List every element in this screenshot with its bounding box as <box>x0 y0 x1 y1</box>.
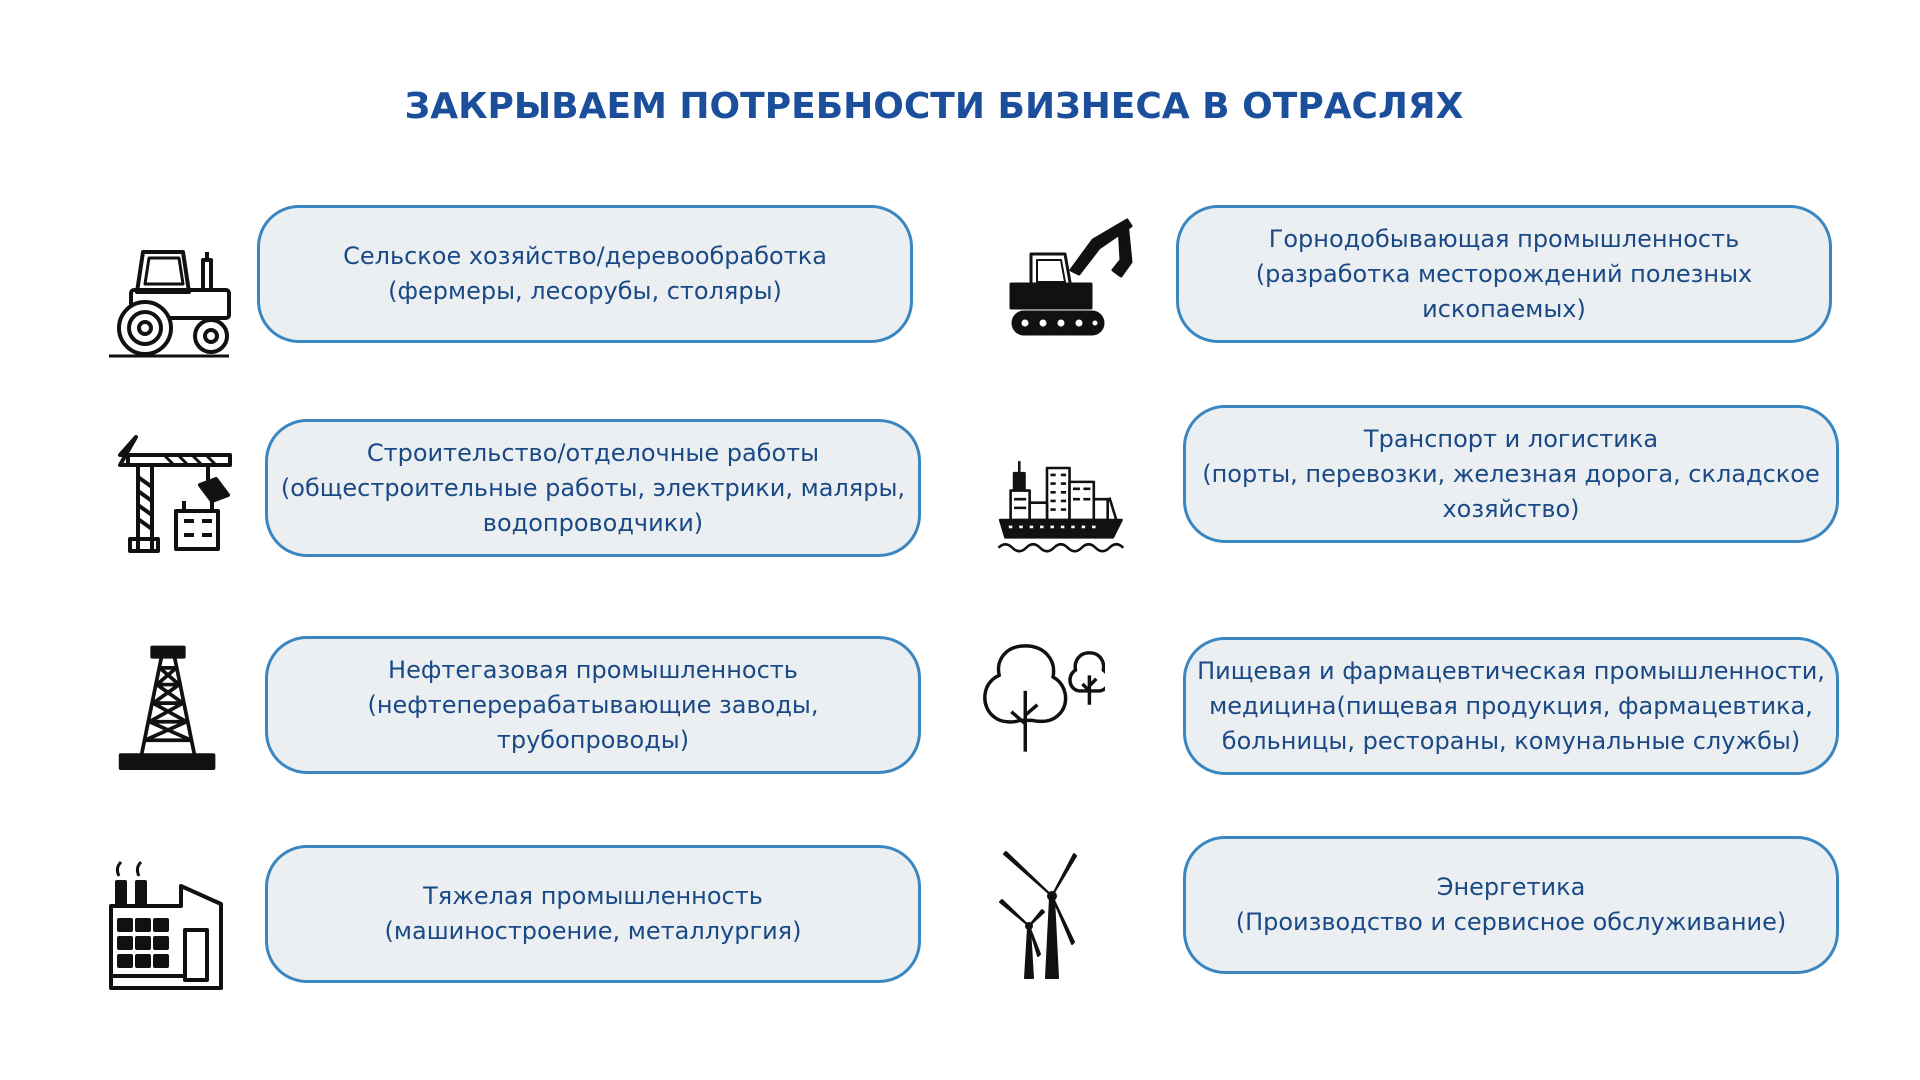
wind-turbine-icon <box>990 850 1120 980</box>
card-line: (порты, перевозки, железная дорога, складское <box>1202 459 1820 488</box>
card-line: трубопроводы) <box>496 725 690 754</box>
card-line: (Производство и сервисное обслуживание) <box>1235 908 1787 936</box>
industry-card-transport <box>1183 405 1839 543</box>
card-line: Нефтегазовая промышленность <box>388 655 798 684</box>
card-line: Строительство/отделочные работы <box>366 438 820 467</box>
trees-icon <box>975 632 1105 762</box>
factory-icon <box>103 860 233 990</box>
card-line: (общестроительные работы, электрики, маляры, <box>280 473 906 502</box>
industry-card-food-pharma <box>1183 637 1839 775</box>
card-line: Тяжелая промышленность <box>423 882 763 910</box>
card-line: (машиностроение, металлургия) <box>384 917 802 945</box>
industry-card-energy <box>1183 836 1839 974</box>
industry-card-construction <box>265 419 921 557</box>
card-line: ископаемых) <box>1422 294 1586 323</box>
oil-derrick-icon <box>103 640 233 770</box>
card-line: Горнодобывающая промышленность <box>1268 224 1740 253</box>
card-line: Сельское хозяйство/деревообработка <box>343 242 827 270</box>
card-line: Энергетика <box>1436 873 1586 901</box>
card-line: хозяйство) <box>1442 494 1580 523</box>
construction-crane-icon <box>108 425 238 555</box>
tractor-icon <box>103 232 233 362</box>
card-line: медицина(пищевая продукция, фармацевтика, <box>1209 691 1813 720</box>
industry-card-agriculture <box>257 205 913 343</box>
industry-card-mining <box>1176 205 1832 343</box>
card-line: Пищевая и фармацевтическая промышленности, <box>1197 656 1825 685</box>
card-line: (фермеры, лесорубы, столяры) <box>388 277 782 305</box>
card-line: (разработка месторождений полезных <box>1255 259 1753 288</box>
card-line: больницы, рестораны, комунальные службы) <box>1221 726 1801 755</box>
cargo-ship-icon <box>995 442 1125 572</box>
card-line: (нефтеперерабатывающие заводы, <box>367 690 819 719</box>
industry-card-heavy-industry <box>265 845 921 983</box>
page-title: ЗАКРЫВАЕМ ПОТРЕБНОСТИ БИЗНЕСА В ОТРАСЛЯХ <box>404 86 1464 127</box>
card-line: Транспорт и логистика <box>1363 424 1659 453</box>
industry-card-oil-gas <box>265 636 921 774</box>
card-line: водопроводчики) <box>482 508 704 537</box>
excavator-icon <box>1003 210 1133 340</box>
